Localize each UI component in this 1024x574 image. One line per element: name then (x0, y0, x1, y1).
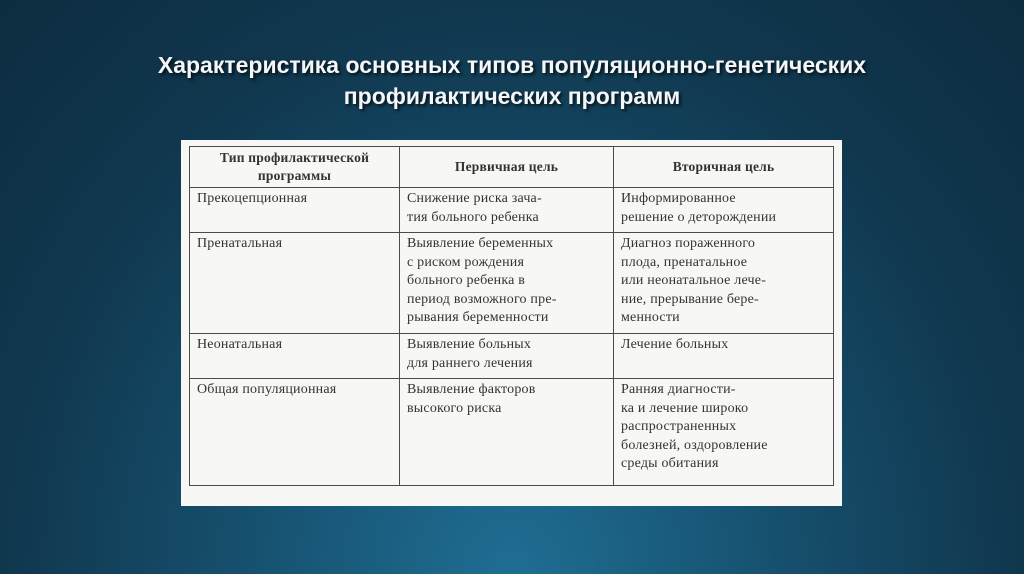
secondary-goal-cell (614, 188, 834, 233)
secondary-goal-cell (614, 233, 834, 334)
cell-text: Снижение риска зача- (407, 191, 542, 206)
cell-text: распространенных (621, 419, 737, 434)
cell-text: Лечение больных (621, 337, 729, 352)
header-cell-program-type (190, 147, 400, 188)
primary-goal-cell (400, 334, 614, 379)
cell-text: тия больного ребенка (407, 209, 539, 225)
primary-goal-cell (400, 233, 614, 334)
program-type-cell (190, 233, 400, 334)
cell-text: ка и лечение широко (621, 400, 749, 416)
table-header-row (190, 147, 834, 188)
programs-table (189, 146, 834, 486)
program-type-cell (190, 379, 400, 486)
cell-text: болезней, оздоровление (621, 437, 768, 453)
cell-text: Неонатальная (197, 337, 283, 352)
cell-text: ние, прерывание бере- (621, 291, 759, 307)
table-row (190, 334, 834, 379)
header-cell-primary-goal (400, 147, 614, 188)
header-text: Тип профилактической (219, 149, 370, 165)
cell-text: Информированное (621, 191, 736, 206)
slide-title-line-1: Характеристика основных типов популяционно-генетических (157, 52, 867, 78)
program-type-cell (190, 188, 400, 233)
slide-title (0, 50, 1024, 112)
header-text: Вторичная цель (672, 158, 775, 174)
cell-text: высокого риска (407, 400, 502, 416)
header-cell-secondary-goal (614, 147, 834, 188)
cell-text: или неонатальное лече- (621, 273, 767, 288)
header-text: программы (257, 168, 332, 183)
cell-text: период возможного пре- (407, 291, 557, 307)
table-row (190, 188, 834, 233)
cell-text: менности (621, 310, 680, 325)
table-row (190, 233, 834, 334)
cell-text: среды обитания (621, 456, 719, 471)
cell-text: решение о деторождении (621, 209, 777, 225)
primary-goal-cell (400, 379, 614, 486)
cell-text: Ранняя диагности- (621, 382, 736, 397)
cell-text: рывания беременности (407, 310, 549, 325)
cell-text: Общая популяционная (197, 382, 337, 397)
program-type-cell (190, 334, 400, 379)
cell-text: для раннего лечения (407, 355, 533, 371)
primary-goal-cell (400, 188, 614, 233)
cell-text: плода, пренатальное (621, 254, 748, 270)
cell-text: Пренатальная (197, 236, 283, 251)
secondary-goal-cell (614, 379, 834, 486)
cell-text: Прекоцепционная (197, 191, 308, 206)
cell-text: больного ребенка в (407, 273, 526, 288)
cell-text: Выявление факторов (407, 382, 536, 397)
table-image (181, 140, 842, 506)
cell-text: Выявление больных (407, 337, 532, 352)
slide-title-line-2: профилактических программ (343, 83, 681, 109)
table-row (190, 379, 834, 486)
cell-text: Выявление беременных (407, 236, 554, 251)
header-text: Первичная цель (454, 158, 559, 174)
cell-text: Диагноз пораженного (621, 236, 756, 251)
cell-text: с риском рождения (407, 254, 525, 270)
secondary-goal-cell (614, 334, 834, 379)
